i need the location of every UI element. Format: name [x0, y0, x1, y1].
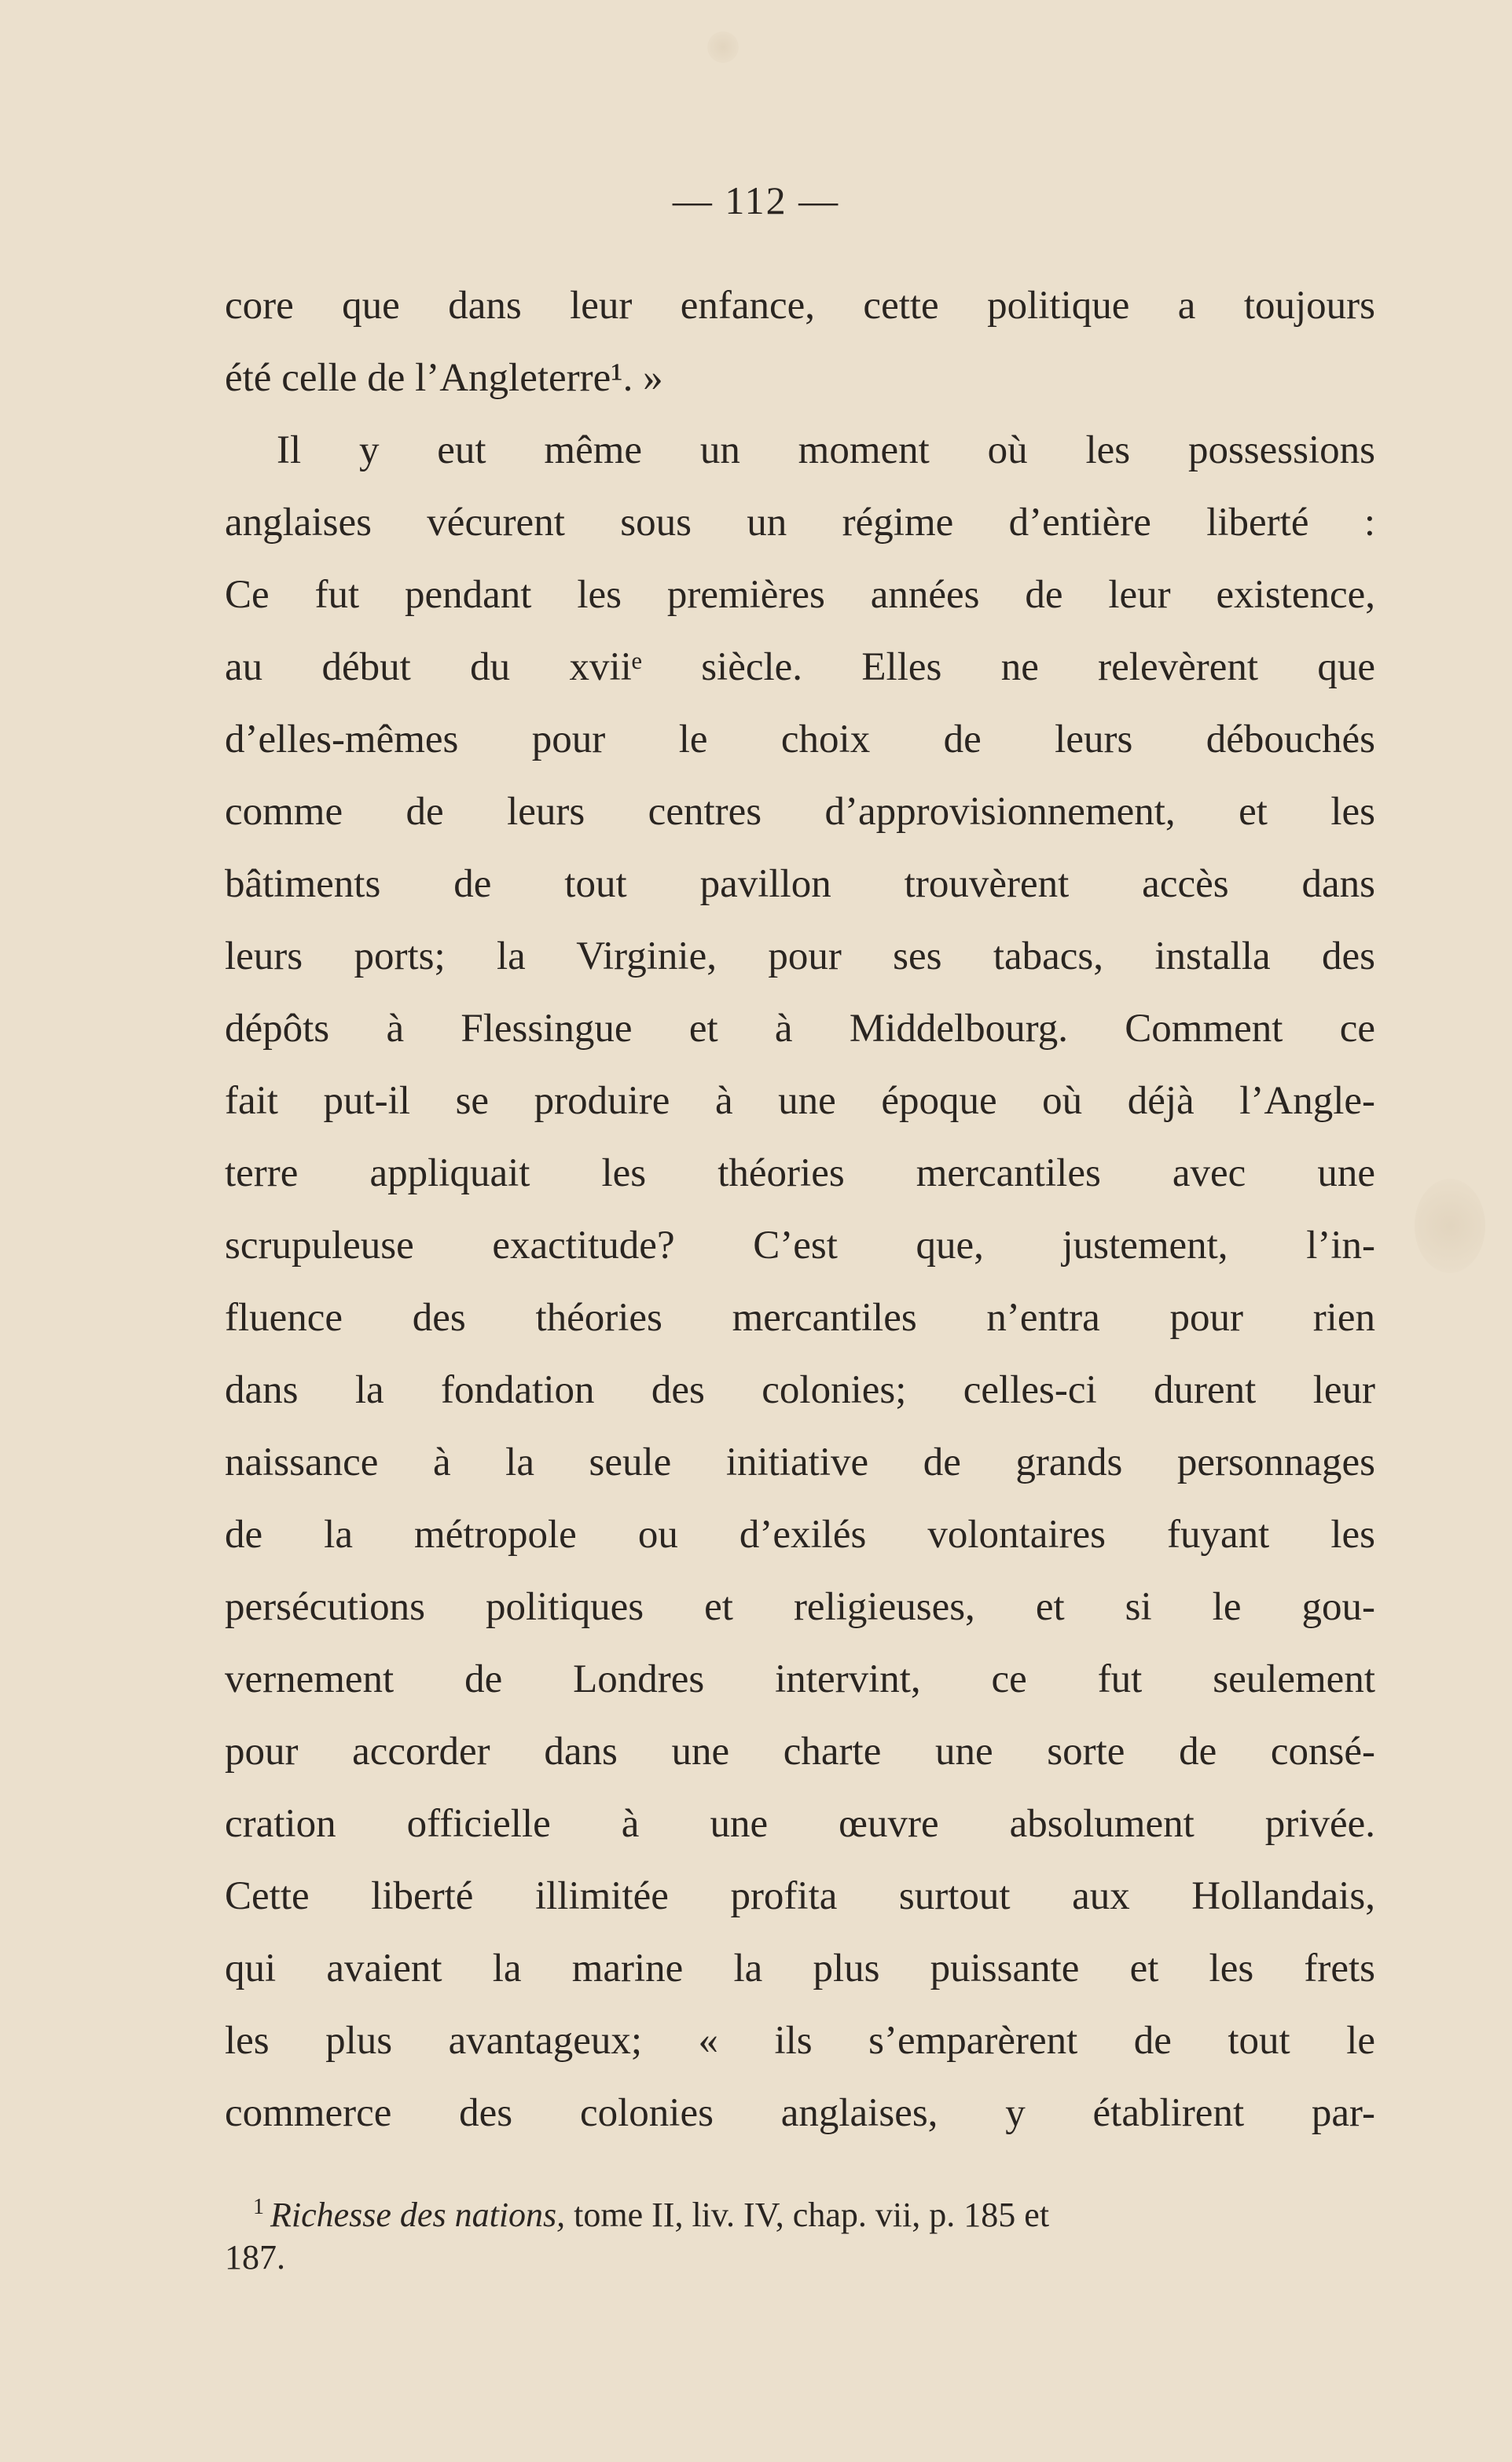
text-line: commerce des colonies anglaises, y établirent par-: [225, 2091, 1375, 2135]
text-line: cration officielle à une œuvre absolument privée.: [225, 1802, 1375, 1846]
footnote-line: [225, 2182, 1375, 2233]
footnote-continuation: 187.: [225, 2238, 285, 2277]
text-line: comme de leurs centres d’approvisionnement, et les: [225, 790, 1375, 834]
text-line: scrupuleuse exactitude? C’est que, justement, l’in-: [225, 1224, 1375, 1268]
footnote-reference: tome II, liv. IV, chap. vii, p. 185 et: [565, 2196, 1050, 2234]
text-line: été celle de l’Angleterre¹. »: [225, 356, 663, 400]
footnote-marker: 1: [253, 2195, 264, 2219]
text-line: anglaises vécurent sous un régime d’entière liberté :: [225, 501, 1375, 545]
text-line: terre appliquait les théories mercantiles avec une: [225, 1151, 1375, 1195]
text-line: core que dans leur enfance, cette politique a toujours: [225, 284, 1375, 328]
text-line: naissance à la seule initiative de grands personnages: [225, 1440, 1375, 1484]
text-line: Cette liberté illimitée profita surtout aux Hollandais,: [225, 1874, 1375, 1918]
text-line: les plus avantageux; « ils s’emparèrent de tout le: [225, 2019, 1375, 2063]
text-line: qui avaient la marine la plus puissante et les frets: [225, 1946, 1375, 1991]
text-line: de la métropole ou d’exilés volontaires fuyant les: [225, 1513, 1375, 1557]
text-line: fait put-il se produire à une époque où déjà l’Angle-: [225, 1079, 1375, 1123]
page-number: — 112 —: [672, 178, 840, 222]
text-line: dans la fondation des colonies; celles-ci durent leur: [225, 1368, 1375, 1412]
text-line: pour accorder dans une charte une sorte de consé-: [225, 1730, 1375, 1774]
text-line: Il y eut même un moment où les possessions: [277, 428, 1375, 472]
text-line: fluence des théories mercantiles n’entra pour rien: [225, 1296, 1375, 1340]
footnote-title: Richesse des nations,: [270, 2196, 566, 2234]
text-line: Ce fut pendant les premières années de leur existence,: [225, 573, 1375, 617]
text-line: bâtiments de tout pavillon trouvèrent accès dans: [225, 862, 1375, 906]
text-line: persécutions politiques et religieuses, et si le gou-: [225, 1585, 1375, 1629]
text-line: vernement de Londres intervint, ce fut seulement: [225, 1657, 1375, 1701]
body-text: [225, 270, 1375, 2149]
footnote: [225, 2182, 1375, 2283]
text-line: au début du xviiᵉ siècle. Elles ne relevèrent que: [225, 645, 1375, 689]
text-line: d’elles-mêmes pour le choix de leurs débouchés: [225, 717, 1375, 761]
text-line: leurs ports; la Virginie, pour ses tabacs, installa des: [225, 934, 1375, 978]
text-line: dépôts à Flessingue et à Middelbourg. Comment ce: [225, 1007, 1375, 1051]
